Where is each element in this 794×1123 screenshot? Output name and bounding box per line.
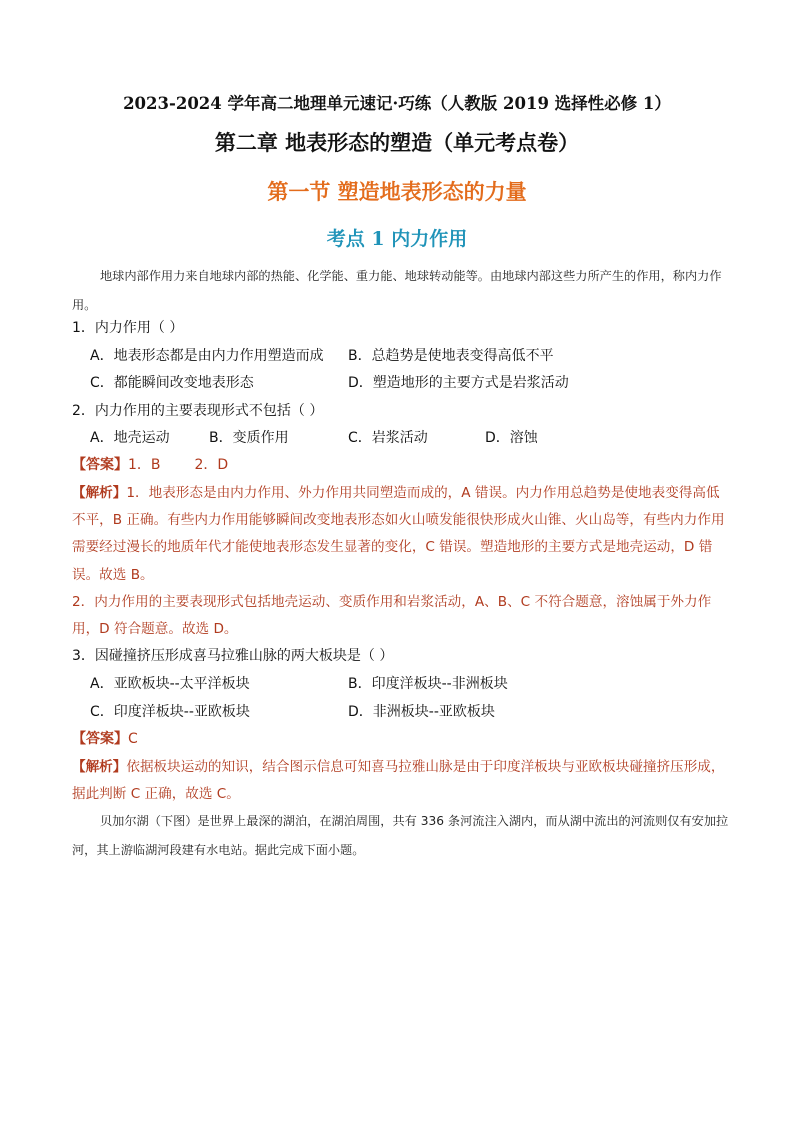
answer-tag: 【答案】 — [72, 457, 128, 473]
analysis-1 — [72, 480, 728, 589]
answer-3 — [72, 729, 138, 749]
analysis-3-text: 依据板块运动的知识，结合图示信息可知喜马拉雅山脉是由于印度洋板块与亚欧板块碰撞挤压形成，据此判断 C 正确，故选 C。 — [72, 759, 725, 803]
question-2-option-b: B．变质作用 — [209, 430, 289, 446]
question-2-option-a: A．地壳运动 — [90, 430, 170, 446]
analysis-3 — [72, 754, 728, 808]
question-1-option-c: C．都能瞬间改变地表形态 — [90, 375, 254, 391]
question-1-option-d: D．塑造地形的主要方式是岩浆活动 — [348, 375, 569, 391]
question-3-option-d: D．非洲板块--亚欧板块 — [348, 704, 495, 720]
question-1-option-b: B．总趋势是使地表变得高低不平 — [348, 348, 554, 364]
analysis-tag: 【解析】 — [72, 485, 127, 501]
series-title: 2023-2024 学年高二地理单元速记·巧练（人教版 2019 选择性必修 1） — [123, 94, 671, 113]
question-2-stem: 2．内力作用的主要表现形式不包括（ ） — [72, 403, 324, 419]
answer-1-value: 1．B — [128, 457, 161, 473]
section-title: 第一节 塑造地表形态的力量 — [267, 179, 527, 204]
answer-1-2 — [72, 455, 228, 475]
analysis-1-text: 1．地表形态是由内力作用、外力作用共同塑造而成的，A 错误。内力作用总趋势是使地表变得高低不平，B 正确。有些内力作用能够瞬间改变地表形态如火山喷发能很快形成火山锥、火山岛等，有些内力作用需要经过漫长的地质年代才能使地表形态发生显著的变化，C 错误。塑造地形的主要方式是地壳运动，D 错误。故选 B。 — [72, 485, 725, 583]
topic-title: 考点 1 内力作用 — [326, 228, 468, 250]
answer-3-value: C — [128, 731, 138, 747]
chapter-title: 第二章 地表形态的塑造（单元考点卷） — [214, 130, 580, 155]
analysis-3-tag: 【解析】 — [72, 759, 127, 775]
question-3-option-a: A．亚欧板块--太平洋板块 — [90, 676, 250, 692]
answer-3-tag: 【答案】 — [72, 731, 128, 747]
question-3-option-c: C．印度洋板块--亚欧板块 — [90, 704, 250, 720]
answer-2-value: 2．D — [194, 457, 229, 473]
intro-paragraph: 地球内部作用力来自地球内部的热能、化学能、重力能、地球转动能等。由地球内部这些力所产生的作用，称内力作用。 — [72, 269, 722, 312]
analysis-2: 2．内力作用的主要表现形式包括地壳运动、变质作用和岩浆活动，A、B、C 不符合题意，溶蚀属于外力作用，D 符合题意。故选 D。 — [72, 594, 712, 638]
question-2-option-d: D．溶蚀 — [485, 430, 538, 446]
question-1-stem: 1．内力作用（ ） — [72, 320, 184, 336]
question-3-option-b: B．印度洋板块--非洲板块 — [348, 676, 508, 692]
baikal-intro-paragraph: 贝加尔湖（下图）是世界上最深的湖泊，在湖泊周围，共有 336 条河流注入湖内，而从湖中流出的河流则仅有安加拉河，其上游临湖河段建有水电站。据此完成下面小题。 — [72, 814, 729, 857]
question-1-option-a: A．地表形态都是由内力作用塑造而成 — [90, 348, 324, 364]
question-2-option-c: C．岩浆活动 — [348, 430, 428, 446]
question-3-stem: 3．因碰撞挤压形成喜马拉雅山脉的两大板块是（ ） — [72, 648, 394, 664]
